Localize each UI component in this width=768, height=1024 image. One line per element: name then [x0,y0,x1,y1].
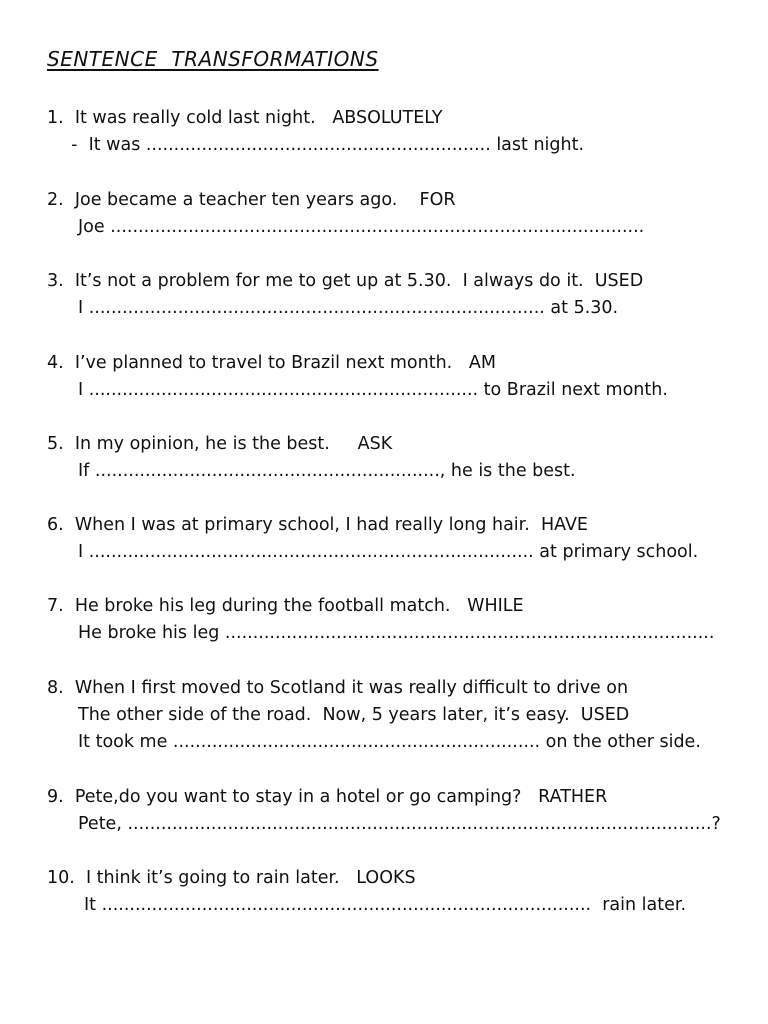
question-10-prompt: 10. I think it’s going to rain later. LOOKS [47,868,416,888]
question-10-answer-line: It ........................................................................................ rain later. [84,895,687,915]
question-8-answer-line: It took me .................................................................. on the other side. [78,732,701,752]
question-9-prompt: 9. Pete,do you want to stay in a hotel or go camping? RATHER [47,787,608,807]
question-1-answer-line: - It was .............................................................. last night. [60,135,585,155]
question-5-answer-line: If .............................................................., he is the best. [78,461,576,481]
question-4-prompt: 4. I’ve planned to travel to Brazil next month. AM [47,353,496,373]
question-4-answer-line: I ...................................................................... to Brazil next month. [78,380,668,400]
question-8-prompt: 8. When I first moved to Scotland it was really difficult to drive on [47,678,629,698]
question-7-answer-line: He broke his leg ........................................................................................ [78,623,715,643]
question-8-prompt-continued: The other side of the road. Now, 5 years later, it’s easy. USED [78,705,630,725]
question-3-answer-line: I .................................................................................. at 5.30. [78,298,619,318]
question-7-prompt: 7. He broke his leg during the football match. WHILE [47,596,524,616]
page-title: SENTENCE TRANSFORMATIONS [47,47,379,71]
question-6-prompt: 6. When I was at primary school, I had really long hair. HAVE [47,515,588,535]
question-3-prompt: 3. It’s not a problem for me to get up at 5.30. I always do it. USED [47,271,644,291]
question-1-prompt: 1. It was really cold last night. ABSOLUTELY [47,108,443,128]
question-2-answer-line: Joe ................................................................................................ [78,217,645,237]
question-9-answer-line: Pete, .........................................................................................................? [78,814,721,834]
question-5-prompt: 5. In my opinion, he is the best. ASK [47,434,393,454]
question-6-answer-line: I ................................................................................ at primary school. [78,542,699,562]
question-2-prompt: 2. Joe became a teacher ten years ago. FOR [47,190,456,210]
